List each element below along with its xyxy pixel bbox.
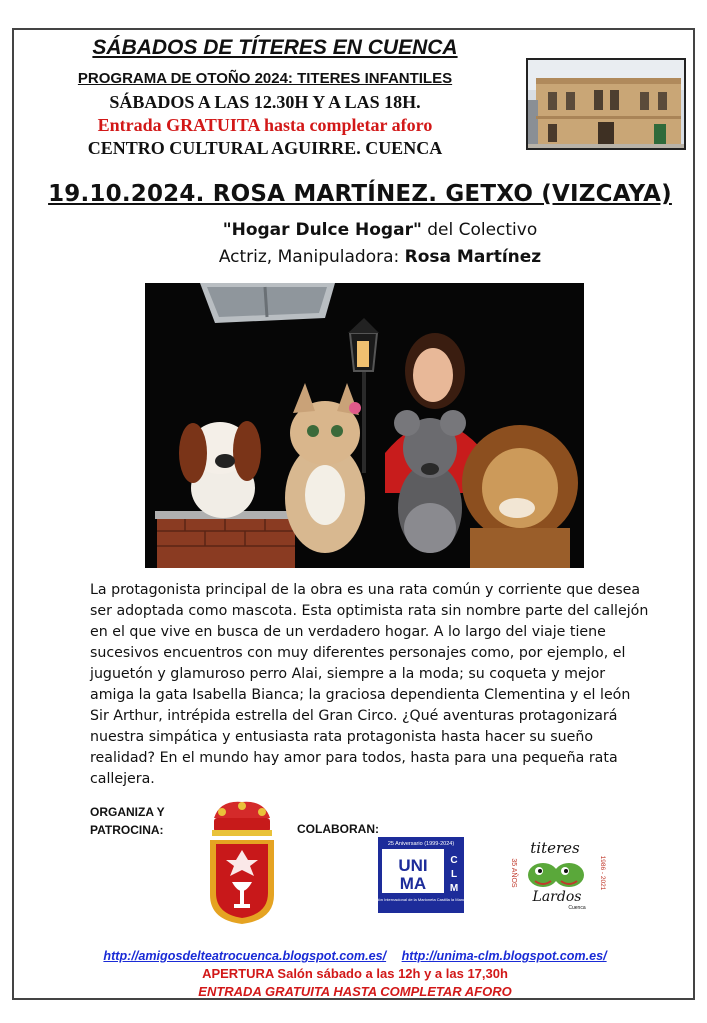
show-photo — [145, 283, 584, 568]
free-entry-line: Entrada GRATUITA hasta completar aforo — [97, 115, 433, 135]
organiza-label: ORGANIZA Y PATROCINA: — [90, 805, 165, 837]
unima-wordmark-bottom: MA — [399, 874, 427, 893]
show-description: La protagonista principal de la obra es una rata común y corriente que desea ser adoptada como mascota. Esta optimista rata sin nombre parte del callejón en el que vive en busca de un verdadero hogar. A lo largo del viaje tiene sucesivos encuentros con muy diferentes personajes como, por ejemplo, el juguetón y glamuroso perro Alai, siempre a la moda; su coqueta y mejor amiga la gata Isabella Bianca; la graciosa dependienta Clementina y el león Sir Arthur, intrépida estrella del Gran Circo. ¿Qué aventuras protagonizará nuestra simpática y entusiasta rata protagonista hasta hacer su sueño realidad? En el mundo hay amor para todos, hasta para una pequeña rata callejera. — [90, 582, 649, 787]
opening-hours: APERTURA Salón sábado a las 12h y a las 17,30h — [202, 966, 508, 981]
venue-line: CENTRO CULTURAL AGUIRRE. CUENCA — [87, 138, 443, 158]
footer-links — [40, 949, 670, 963]
unima-anniversary: 25 Aniversario (1999-2024) — [387, 841, 455, 847]
event-title: 19.10.2024. ROSA MARTÍNEZ. GETXO (VIZCAYA) — [48, 181, 672, 207]
free-entry-footer — [40, 983, 670, 999]
unima-side-letter-2: L — [450, 869, 458, 880]
amigos-teatro-link[interactable]: http://amigosdelteatrocuenca.blogspot.com.es/ — [103, 949, 387, 963]
schedule-line: SÁBADOS A LAS 12.30H Y A LAS 18H. — [109, 92, 421, 112]
unima-caption: Unión Internacional de la Marioneta Castilla la Mancha — [372, 897, 470, 902]
lardos-years-left: 35 AÑOS — [510, 858, 517, 888]
building-photo — [526, 58, 686, 150]
lardos-word1: titeres — [530, 839, 580, 857]
show-name: "Hogar Dulce Hogar" — [222, 220, 422, 240]
show-line — [160, 220, 600, 240]
unima-side-letter-1: C — [450, 855, 458, 866]
unima-side-letter-3: M — [449, 883, 459, 894]
lardos-word2: Lardos — [532, 889, 582, 905]
unima-logo — [372, 837, 470, 913]
show-suffix: del Colectivo — [421, 220, 538, 240]
role-label: Actriz, Manipuladora: — [218, 247, 405, 267]
cuenca-shield-logo — [200, 800, 285, 925]
unima-wordmark-top: UNI — [398, 856, 428, 875]
lardos-city: Cuenca — [568, 905, 586, 911]
performer-name: Rosa Martínez — [404, 247, 542, 267]
poster-title: SÁBADOS DE TÍTERES EN CUENCA — [92, 36, 458, 59]
program-heading: PROGRAMA DE OTOÑO 2024: TITERES INFANTILES — [77, 70, 453, 87]
titeres-lardos-logo — [507, 833, 607, 913]
performer-line — [160, 247, 600, 267]
lardos-years-right: 1986 - 2021 — [599, 855, 606, 891]
unima-clm-link[interactable]: http://unima-clm.blogspot.com.es/ — [401, 949, 607, 963]
colaboran-label: COLABORAN: — [297, 822, 379, 836]
free-entry-footer-text: ENTRADA GRATUITA HASTA COMPLETAR AFORO — [198, 984, 512, 999]
